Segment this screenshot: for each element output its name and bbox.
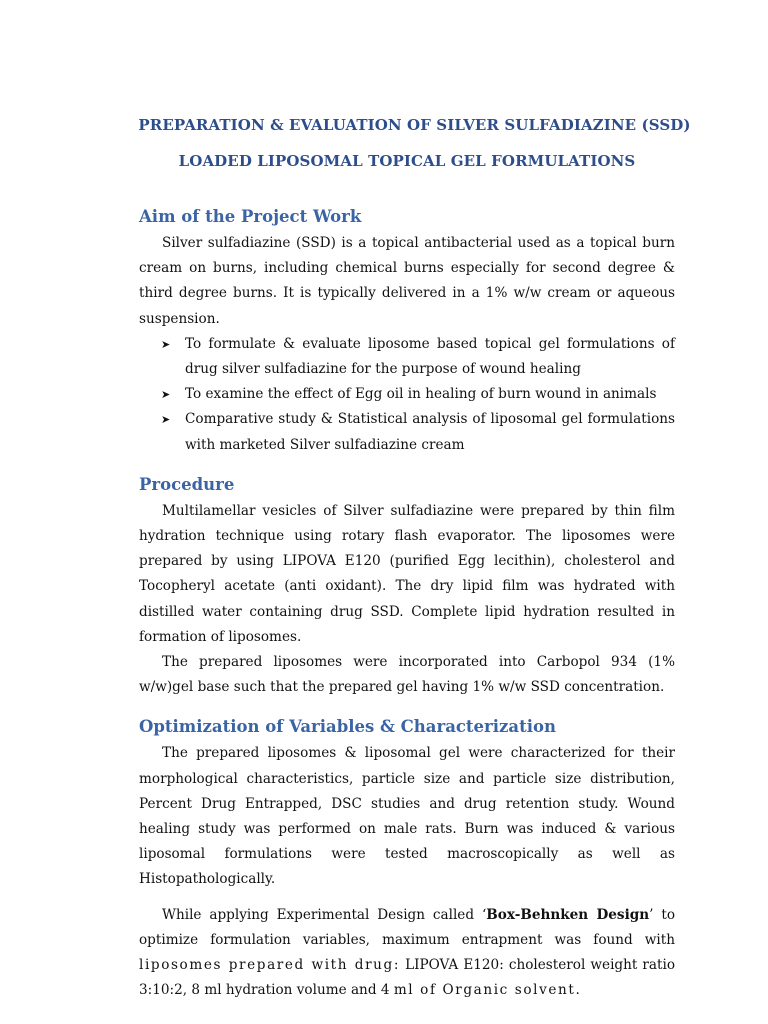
arrowhead-bullet-icon: ➤ bbox=[161, 337, 171, 351]
aim-bullet-text: Comparative study & Statistical analysis of liposomal gel formulations with marketed Silver sulfadiazine cream bbox=[185, 411, 675, 453]
document-title-line2: LOADED LIPOSOMAL TOPICAL GEL FORMULATIONS bbox=[178, 152, 636, 170]
optimization-p2-text: While applying Experimental Design called ‘ bbox=[162, 906, 487, 923]
procedure-heading: Procedure bbox=[139, 474, 235, 494]
aim-paragraph: Silver sulfadiazine (SSD) is a topical antibacterial used as a topical burn cream on burns, including chemical burns especially for second degree & third degree burns. It is typically delivered in a 1% w/w cream or aqueous suspension. bbox=[139, 235, 675, 327]
aim-bullet-text: To formulate & evaluate liposome based topical gel formulations of drug silver sulfadiazine for the purpose of wound healing bbox=[185, 335, 675, 378]
aim-bullet-item bbox=[139, 407, 675, 457]
aim-bullet-list bbox=[139, 332, 675, 458]
optimization-paragraph-2 bbox=[139, 903, 675, 1004]
optimization-paragraph-1: The prepared liposomes & liposomal gel were characterized for their morphological characteristics, particle size and particle size distribution, Percent Drug Entrapped, DSC studies and drug retention study. Wound healing study was performed on male rats. Burn was induced & various liposomal formulations were tested macroscopically as well as Histopathologically. bbox=[139, 745, 675, 888]
optimization-p2-text: LIPOVA E120: cholesterol weight ratio 3:10:2, 8 ml hydration volume and 4 bbox=[139, 957, 676, 999]
aim-bullet-item bbox=[139, 382, 675, 407]
aim-bullet-item bbox=[139, 332, 675, 382]
aim-heading: Aim of the Project Work bbox=[139, 207, 362, 226]
box-behnken-design-term: Box-Behnken Design bbox=[486, 906, 650, 923]
procedure-paragraph-1: Multilamellar vesicles of Silver sulfadiazine were prepared by thin film hydration technique using rotary flash evaporator. The liposomes were prepared by using LIPOVA E120 (purified Egg lecithin), cholesterol and Tocopheryl acetate (anti oxidant). The dry lipid film was hydrated with distilled water containing drug SSD. Complete lipid hydration resulted in formation of liposomes. bbox=[139, 502, 675, 645]
optimization-heading: Optimization of Variables & Characterization bbox=[139, 717, 556, 737]
document-title-line1: PREPARATION & EVALUATION OF SILVER SULFADIAZINE (SSD) bbox=[138, 116, 691, 134]
optimization-p2-spaced-text: liposomes prepared with drug: bbox=[139, 957, 401, 974]
aim-bullet-text: To examine the effect of Egg oil in healing of burn wound in animals bbox=[185, 386, 657, 403]
optimization-p2-text: ’ to optimize formulation variables, maximum entrapment was found with bbox=[139, 906, 676, 948]
arrowhead-bullet-icon: ➤ bbox=[161, 413, 171, 427]
optimization-p2-spaced-text: ml of Organic solvent. bbox=[393, 982, 582, 999]
arrowhead-bullet-icon: ➤ bbox=[161, 388, 171, 402]
procedure-paragraph-2: The prepared liposomes were incorporated into Carbopol 934 (1% w/w)gel base such that the prepared gel having 1% w/w SSD concentration. bbox=[139, 654, 675, 696]
